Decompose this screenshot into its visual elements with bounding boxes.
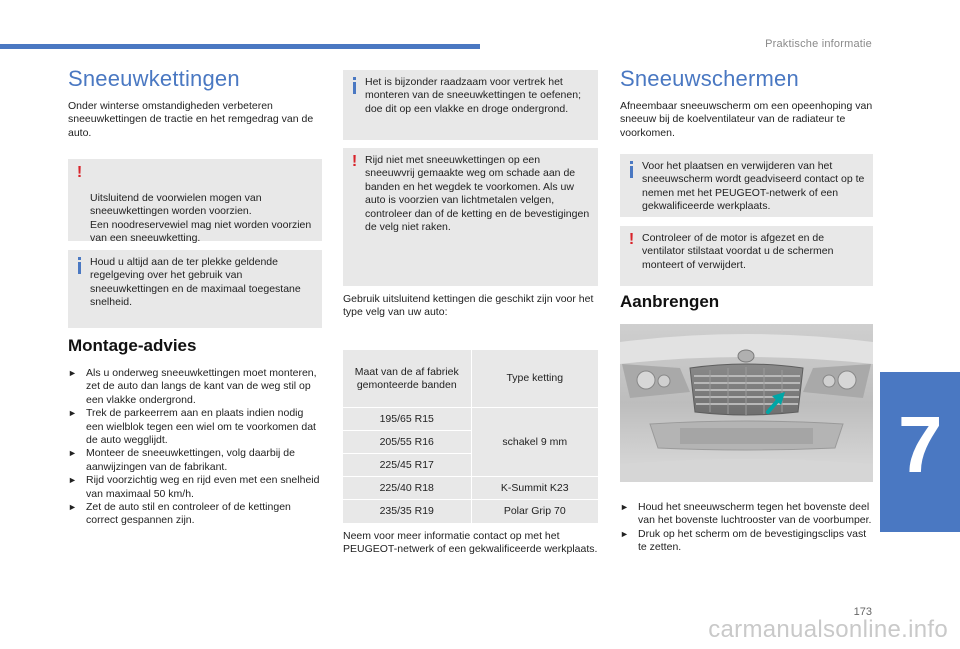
warning-text: Rijd niet met sneeuwkettingen op een sneeuwvrij gemaakte weg om schade aan de banden en het wegdek te voorkomen. Als uw auto is voorzien van lichtmetalen velgen, controleer dan of de ketting en de bevestigingen de velg niet raken.	[365, 154, 590, 234]
table-cell: 225/40 R18	[343, 477, 471, 500]
list-item: ► Als u onderweg sneeuwkettingen moet monteren, zet de auto dan langs de kant van de weg stil op een vlakke ondergrond.	[68, 367, 317, 406]
list-item: ► Rijd voorzichtig weg en rijd even met een snelheid van maximaal 50 km/h.	[68, 474, 320, 500]
warning-icon: !	[628, 231, 635, 248]
bullet-icon: ►	[68, 408, 77, 419]
warning-box-snow-free-road	[343, 148, 598, 286]
table-row	[343, 408, 598, 431]
contact-text: Neem voor meer informatie contact op met het PEUGEOT-netwerk of een gekwalificeerde werkplaats.	[343, 530, 598, 556]
table-header-chain-type: Type ketting	[471, 350, 598, 408]
bullet-icon: ►	[68, 448, 77, 459]
table-cell: 195/65 R15	[343, 408, 471, 431]
chain-size-table	[343, 349, 598, 523]
warning-box-engine-off	[620, 226, 873, 286]
watermark: carmanualsonline.info	[708, 616, 948, 643]
chapter-tab	[880, 372, 960, 532]
bullet-icon: ►	[68, 475, 77, 486]
table-cell: 235/35 R19	[343, 500, 471, 523]
warning-icon: !	[351, 153, 358, 170]
table-cell-merged: schakel 9 mm	[471, 408, 598, 477]
info-box-regulations	[68, 250, 322, 328]
car-grille-illustration	[620, 324, 873, 482]
list-item: ► Trek de parkeerrem aan en plaats indien nodig een wielblok tegen een wiel om te voorkomen dat de auto wegglijdt.	[68, 407, 316, 447]
table-row	[343, 500, 598, 523]
fitting-steps-list	[620, 501, 873, 555]
title-snow-chains: Sneeuwkettingen	[68, 66, 240, 91]
table-cell: K-Summit K23	[471, 477, 598, 500]
table-header-row	[343, 350, 598, 408]
bullet-icon: ►	[68, 368, 77, 378]
info-box-network	[620, 154, 873, 217]
bullet-icon: ►	[68, 502, 77, 513]
chapter-number: 7	[898, 400, 943, 489]
info-text: Houd u altijd aan de ter plekke geldende regelgeving over het gebruik van sneeuwkettingen en de maximaal toegestane snelheid.	[90, 256, 301, 309]
table-header-tyre-size: Maat van de af fabriek gemonteerde banden	[343, 350, 471, 408]
warning-text: Controleer of de motor is afgezet en de ventilator stilstaat voordat u de schermen monteert of verwijdert.	[642, 232, 834, 271]
info-text: Voor het plaatsen en verwijderen van het sneeuwscherm wordt geadviseerd contact op te nemen met het PEUGEOT-netwerk of een gekwalificeerde werkplaats.	[642, 160, 865, 213]
mounting-steps-list	[68, 367, 322, 528]
intro-text: Afneembaar sneeuwscherm om een opeenhoping van sneeuw bij de koelventilateur van de radiateur te voorkomen.	[620, 100, 873, 139]
car-front-grille-photo	[620, 324, 873, 482]
bullet-icon: ►	[620, 502, 629, 512]
info-box-practice	[343, 70, 598, 140]
title-snow-screens: Sneeuwschermen	[620, 66, 799, 91]
intro-text: Onder winterse omstandigheden verbeteren sneeuwkettingen de tractie en het remgedrag van de auto.	[68, 100, 314, 139]
page-number: 173	[853, 606, 872, 618]
info-text: Het is bijzonder raadzaam voor vertrek het monteren van de sneeuwkettingen te oefenen; doe dit op een vlakke en droge ondergrond.	[365, 76, 581, 115]
chains-usage-text: Gebruik uitsluitend kettingen die geschikt zijn voor het type velg van uw auto:	[343, 293, 594, 319]
list-item: ► Zet de auto stil en controleer of de kettingen correct gespannen zijn.	[68, 501, 291, 527]
info-icon	[350, 77, 359, 94]
info-icon	[627, 161, 636, 178]
warning-text: Uitsluitend de voorwielen mogen van sneeuwkettingen worden voorzien. Een noodreservewiel mag niet worden voorzien van een sneeuwketting.	[90, 191, 312, 245]
table-cell: Polar Grip 70	[471, 500, 598, 523]
info-icon	[75, 257, 84, 274]
list-item: ► Monteer de sneeuwkettingen, volg daarbij de aanwijzingen van de fabrikant.	[68, 447, 295, 473]
subtitle-fitting: Aanbrengen	[620, 292, 720, 311]
list-item: ► Druk op het scherm om de bevestigingsclips vast te zetten.	[620, 527, 867, 554]
warning-box-front-wheels	[68, 159, 322, 245]
header-accent-bar	[0, 44, 480, 49]
table-cell: 205/55 R16	[343, 431, 471, 454]
table-cell: 225/45 R17	[343, 454, 471, 477]
table-row	[343, 477, 598, 500]
section-header: Praktische informatie	[765, 38, 872, 50]
subtitle-mounting-advice: Montage-advies	[68, 336, 197, 355]
bullet-icon: ►	[620, 528, 629, 539]
list-item: ► Houd het sneeuwscherm tegen het bovenste deel van het bovenste luchtrooster van de voorbumper.	[620, 501, 872, 527]
warning-icon: !	[76, 164, 83, 181]
